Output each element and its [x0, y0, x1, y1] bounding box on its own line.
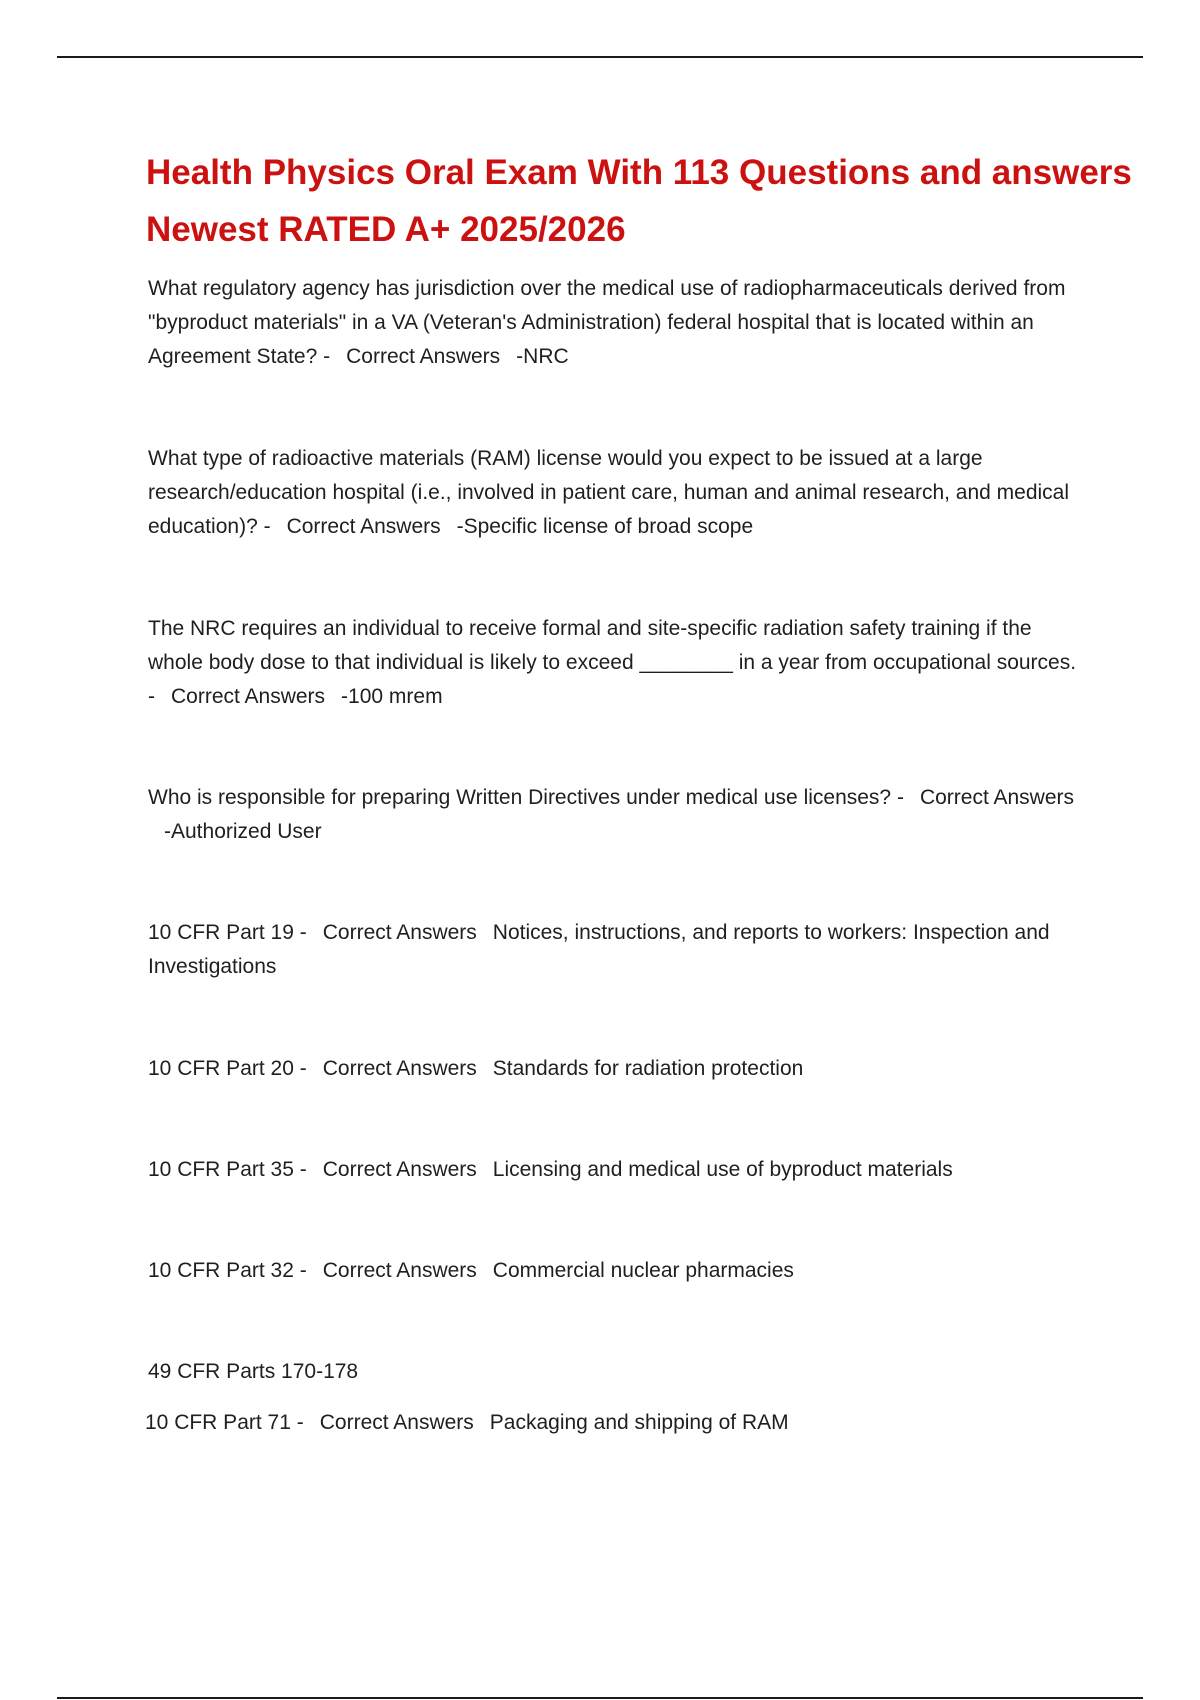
question-text: 10 CFR Part 32 - — [148, 1259, 307, 1282]
answer-text: Notices, instructions, and reports to workers: Inspection and Investigations — [148, 921, 1050, 978]
answer-label: Correct Answers — [322, 1057, 477, 1080]
question-text: 10 CFR Part 71 - — [145, 1411, 304, 1434]
question-text: 10 CFR Part 20 - — [148, 1057, 307, 1080]
question-text: The NRC requires an individual to receive formal and site-specific radiation safety training if the whole body dose to that individual is likely to exceed ________ in a year from occupational sources. - — [148, 617, 1077, 708]
qa-entry — [148, 612, 1078, 714]
answer-text: -Specific license of broad scope — [456, 515, 754, 538]
answer-label: Correct Answers — [322, 921, 477, 944]
answer-text: -Authorized User — [164, 820, 322, 843]
qa-entry — [148, 1052, 1078, 1086]
answer-text: Packaging and shipping of RAM — [489, 1411, 789, 1434]
question-text: What type of radioactive materials (RAM) license would you expect to be issued at a large research/education hospital (i.e., involved in patient care, human and animal research, and medical education)? - — [148, 447, 1070, 538]
document-title: Health Physics Oral Exam With 113 Questions and answers Newest RATED A+ 2025/2026 — [146, 153, 1132, 249]
answer-label: Correct Answers — [319, 1411, 474, 1434]
answer-text: Commercial nuclear pharmacies — [492, 1259, 794, 1282]
question-text: 10 CFR Part 35 - — [148, 1158, 307, 1181]
answer-text: Licensing and medical use of byproduct materials — [492, 1158, 953, 1181]
qa-entry — [148, 272, 1078, 374]
qa-entry — [148, 442, 1078, 544]
answer-text: Standards for radiation protection — [492, 1057, 804, 1080]
bottom-divider — [57, 1697, 1143, 1699]
answer-label: Correct Answers — [322, 1259, 477, 1282]
qa-entry — [145, 1406, 1075, 1440]
answer-label: Correct Answers — [286, 515, 441, 538]
qa-entry — [148, 1254, 1078, 1288]
qa-entry — [148, 1153, 1078, 1187]
answer-label: Correct Answers — [171, 685, 326, 708]
answer-text: -100 mrem — [341, 685, 443, 708]
question-text: Who is responsible for preparing Written Directives under medical use licenses? - — [148, 786, 904, 809]
qa-entry — [148, 916, 1078, 984]
question-text: 10 CFR Part 19 - — [148, 921, 307, 944]
qa-entry — [148, 781, 1078, 849]
answer-label: Correct Answers — [322, 1158, 477, 1181]
answer-label: Correct Answers — [346, 345, 501, 368]
question-text: What regulatory agency has jurisdiction over the medical use of radiopharmaceuticals derived from "byproduct materials" in a VA (Veteran's Administration) federal hospital that is located within an Agreement State? - — [148, 277, 1066, 368]
top-divider — [57, 56, 1143, 58]
standalone-line: 49 CFR Parts 170-178 — [148, 1360, 359, 1383]
answer-label: Correct Answers — [919, 786, 1074, 809]
answer-text: -NRC — [516, 345, 569, 368]
